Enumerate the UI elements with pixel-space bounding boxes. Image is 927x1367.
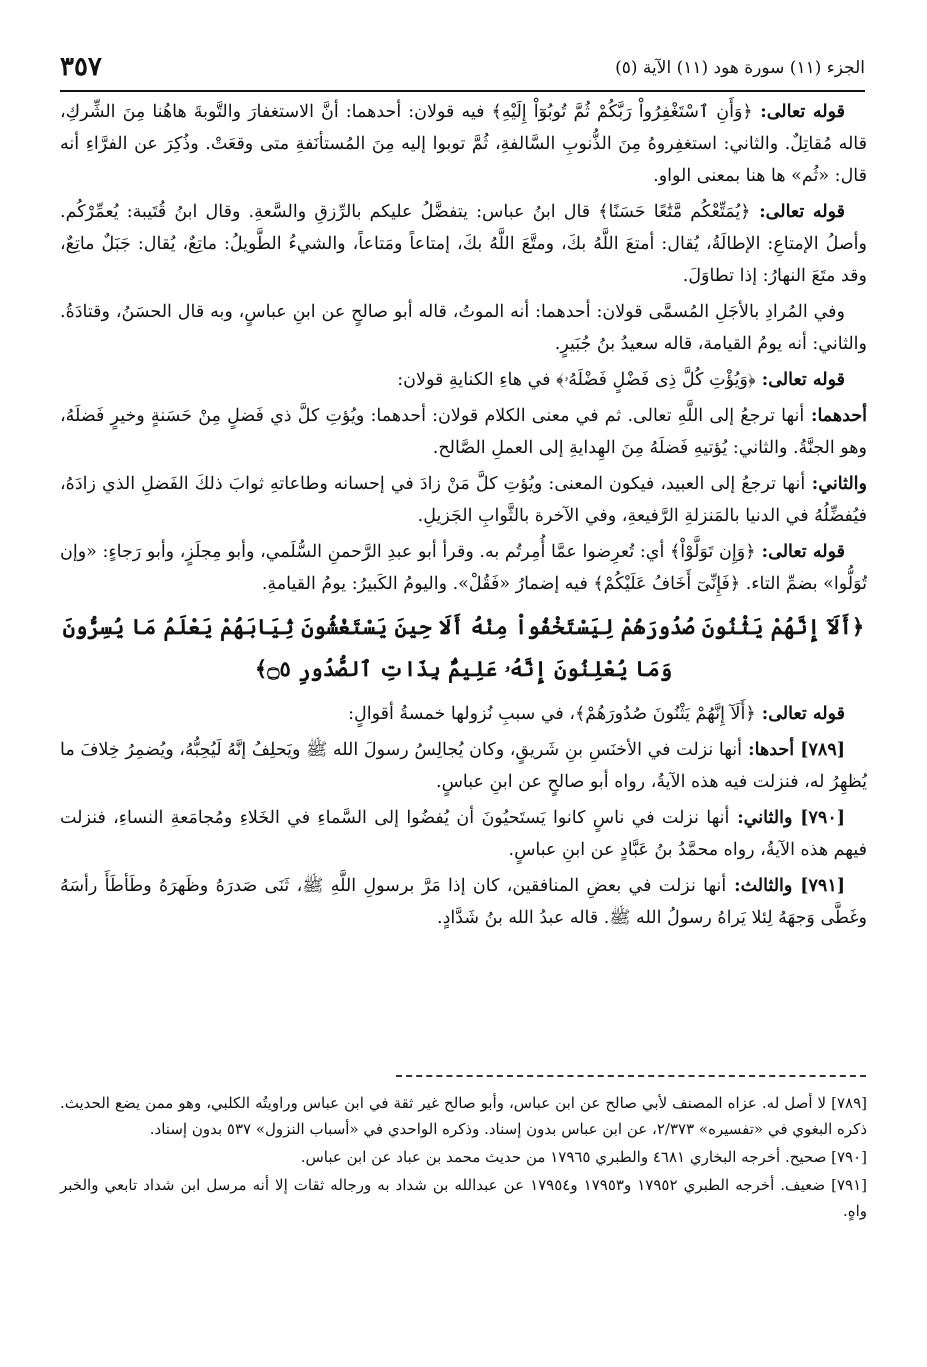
paragraph: قوله تعالى: ﴿وَيُؤْتِ كُلَّ ذِى فَضْلٍ فَضْلَهُۥ﴾ في هاءِ الكنايةِ قولان: bbox=[397, 370, 845, 390]
page-number: ٣٥٧ bbox=[60, 52, 102, 82]
running-title: الجزء (١١) سورة هود (١١) الآية (٥) bbox=[615, 58, 865, 78]
paragraph: والثاني: أنها ترجعُ إلى العبيد، فيكون المعنى: ويُؤتِ كلَّ مَنْ زادَ في إحسانه وطاعاتهِ ثوابَ ذلكَ الفَضلِ الذي زادَهُ، فيُفضِّلُهُ في الدنيا بالمَنزلةِ الرَّفيعةِ، وفي الآخرة بالثَّوابِ الجَزيلِ. bbox=[60, 474, 867, 526]
footnote: [٧٨٩] لا أصل له. عزاه المصنف لأبي صالح عن ابن عباس، وأبو صالح غير ثقة في ابن عباس وراويتُه الكلبي، وهو ممن يضع الحديث. ذكره البغوي في «تفسيره» ٢/٣٧٣، عن ابن عباس بدون إسناد. وذكره الواحدي في «أسباب النزول» ٥٣٧ بدون إسناد. bbox=[60, 1094, 867, 1138]
paragraph: قوله تعالى: ﴿أَلَآ إِنَّهُمْ يَثْنُونَ صُدُورَهُمْ﴾، في سببِ نُزولها خمسةُ أقوالٍ: bbox=[348, 704, 845, 724]
footnote-separator bbox=[396, 1075, 866, 1077]
paragraph: [٧٩١] والثالث: أنها نزلت في بعضِ المنافقين، كان إذا مَرَّ برسولِ اللَّهِ ﷺ، ثَنَى صَدرَهُ وظَهرَهُ وطَأطَأَ رأسَهُ وغَطَّى وَجهَهُ لِئلا يَراهُ رسولُ الله ﷺ. قاله عبدُ الله بنُ شَدَّادٍ. bbox=[60, 876, 867, 928]
page-header bbox=[60, 50, 865, 92]
paragraph: قوله تعالى: ﴿وَإِن تَوَلَّوْاْ﴾ أي: تُعرِضوا عمَّا أُمِرتُم به. وقرأ أبو عبدِ الرَّحمنِ السُّلَمي، وأبو مِجلَزٍ، وأبو رَجاءٍ: «وإن تُوَلُّوا» بضمِّ التاء. ﴿فَإِنِّىٓ أَخَافُ عَلَيْكُمْ﴾ فيه إضمارُ «فَقُلْ». واليومُ الكَبيرُ: يومُ القيامةِ. bbox=[60, 542, 867, 594]
footnote: [٧٩٠] صحيح. أخرجه البخاري ٤٦٨١ والطبري ١٧٩٦٥ من حديث محمد بن عباد عن ابن عباس. bbox=[300, 1148, 867, 1166]
footnotes bbox=[60, 1090, 867, 1226]
main-text bbox=[60, 96, 867, 938]
quran-verse: ﴿أَلَآ إِنَّهُمْ يَثْنُونَ صُدُورَهُمْ لِيَسْتَخْفُواْ مِنْهُ أَلَا حِينَ يَسْتَغْشُونَ ثِيَابَهُمْ يَعْلَمُ مَا يُسِرُّونَ وَمَا يُعْلِنُونَ إِنَّهُۥ عَلِيمٌۢ بِذَاتِ ٱلصُّدُورِ ۝٥﴾ bbox=[62, 614, 865, 681]
paragraph: قوله تعالى: ﴿وَأَنِ ٱسْتَغْفِرُواْ رَبَّكُمْ ثُمَّ تُوبُوٓاْ إِلَيْهِ﴾ فيه قولان: أحدهما: أنَّ الاستغفارَ والتَّوبةَ هاهُنا مِنَ الشِّركِ، قاله مُقاتِلٌ. والثاني: استغفِروهُ مِنَ الذُّنوبِ السَّالفةِ، ثُمَّ توبوا إليه مِنَ المُستأنَفةِ متى وقعَتْ. وذُكِرَ عن الفرَّاءِ أنه قال: «ثُم» ها هنا بمعنى الواو. bbox=[60, 102, 867, 186]
paragraph: [٧٨٩] أحدها: أنها نزلت في الأخنَسِ بنِ شَريقٍ، وكان يُجالِسُ رسولَ الله ﷺ ويَحلِفُ إنَّهُ لَيُحِبُّهُ، ويُضمِرُ خِلافَ ما يُظهِرُ له، فنزلت فيه هذه الآيةُ، رواه أبو صالحٍ عن ابنِ عباسٍ. bbox=[60, 740, 867, 792]
paragraph: وفي المُرادِ بالأجَلِ المُسمَّى قولان: أحدهما: أنه الموتُ، قاله أبو صالحٍ عن ابنِ عباسٍ، وبه قال الحسَنُ، وقتادَةُ. والثاني: أنه يومُ القيامة، قاله سعيدُ بنُ جُبَيرٍ. bbox=[60, 302, 867, 354]
footnote: [٧٩١] ضعيف. أخرجه الطبري ١٧٩٥٢ و١٧٩٥٣ و١٧٩٥٤ عن عبدالله بن شداد به ورجاله ثقات إلا أنه مرسل ابن شداد تابعي والخبر واهٍ. bbox=[60, 1176, 868, 1220]
paragraph: قوله تعالى: ﴿يُمَتِّعْكُم مَّتَٰعًا حَسَنًا﴾ قال ابنُ عباس: يتفضَّلُ عليكم بالرِّزقِ والسَّعةِ. وقال ابنُ قُتَيبة: يُعمِّرْكُم. وأصلُ الإمتاعِ: الإطالَةُ، يُقال: أمتعَ اللَّهُ بكَ، ومتَّعَ اللَّهُ بكَ، إمتاعاً ومَتاعاً، والشيءُ الطَّويلُ: ماتِعٌ، يُقال: جَبَلٌ ماتِعٌ، وقد متَعَ النهارُ: إذا تطاوَلَ. bbox=[60, 202, 867, 286]
paragraph: أحدهما: أنها ترجعُ إلى اللَّهِ تعالى. ثم في معنى الكلام قولان: أحدهما: ويُؤتِ كلَّ ذي فَضلٍ مِنْ حَسَنةٍ وخيرٍ فَضلَهُ، وهو الجنَّةُ. والثاني: يُؤتيهِ فَضلَهُ مِنَ الهِدايةِ إلى العملِ الصَّالح. bbox=[60, 406, 867, 458]
paragraph: [٧٩٠] والثاني: أنها نزلت في ناسٍ كانوا يَستَحيُونَ أن يُفضُوا إلى السَّماءِ في الخَلاءِ ومُجامَعةِ النساءِ، فنزلت فيهم هذه الآيةُ، رواه محمَّدُ بنُ عَبَّادٍ عن ابنِ عباسٍ. bbox=[60, 808, 867, 860]
